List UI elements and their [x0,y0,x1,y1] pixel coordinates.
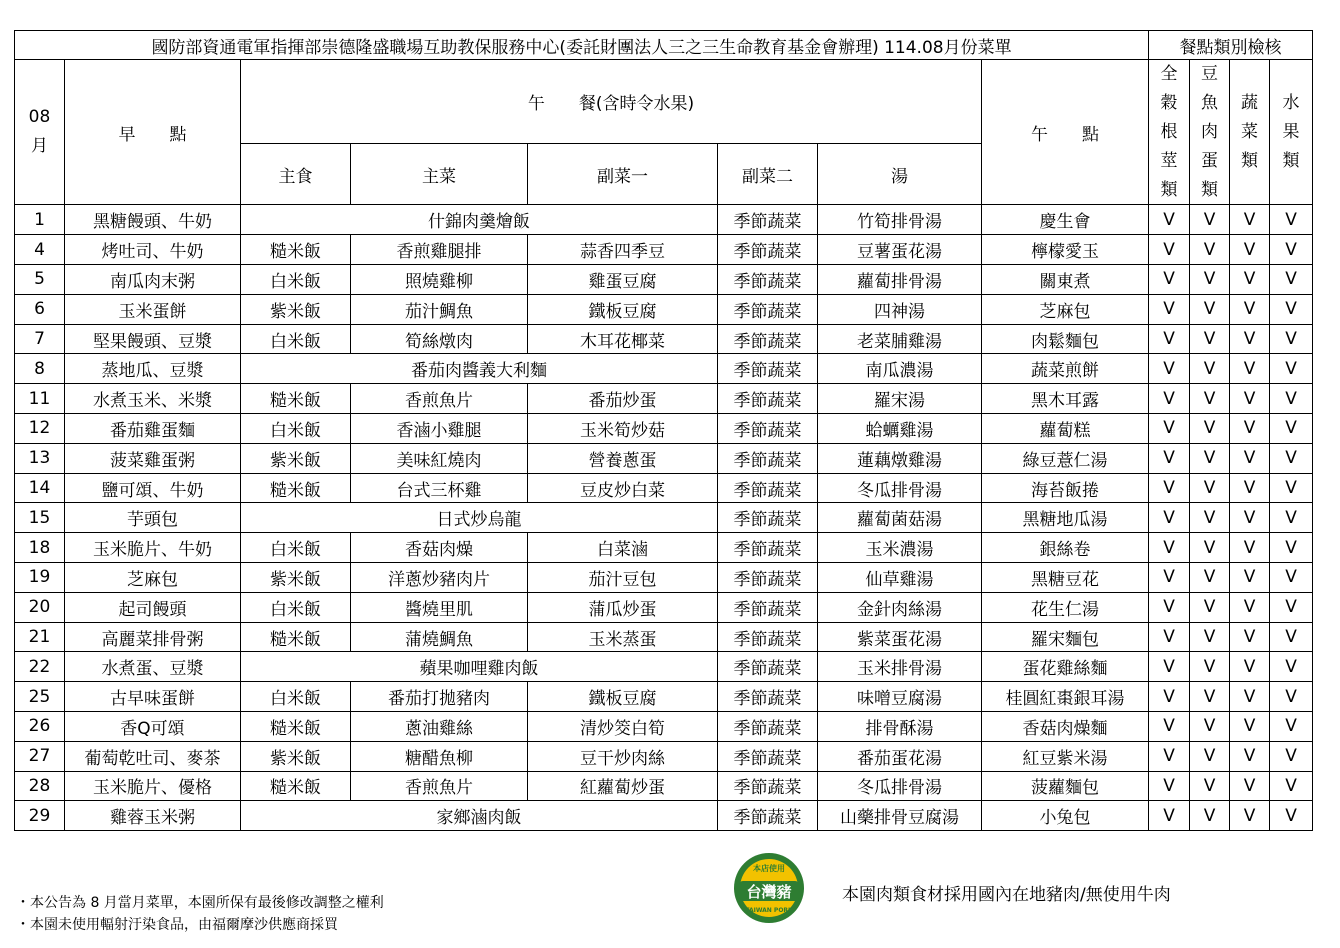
staple-cell: 糙米飯 [241,384,351,414]
day-cell: 22 [15,652,65,682]
soup-cell: 蓮藕燉雞湯 [818,443,982,473]
category-check-cell: V [1149,682,1190,712]
category-check-cell: V [1230,801,1270,831]
side-dish-2-cell: 季節蔬菜 [718,563,818,593]
breakfast-cell: 堅果饅頭、豆漿 [65,324,241,354]
menu-row [15,652,1313,682]
side-dish-1-cell: 蒜香四季豆 [528,235,718,265]
main-dish-cell: 番茄打拋豬肉 [351,682,528,712]
day-cell: 12 [15,414,65,444]
category-check-cell: V [1230,384,1270,414]
day-cell: 28 [15,771,65,801]
category-check-cell: V [1190,235,1230,265]
category-check-cell: V [1230,324,1270,354]
category-check-cell: V [1270,712,1313,742]
category-check-cell: V [1190,712,1230,742]
category-check-cell: V [1149,622,1190,652]
soup-cell: 冬瓜排骨湯 [818,473,982,503]
menu-row [15,443,1313,473]
category-check-cell: V [1230,503,1270,533]
category-check-cell: V [1149,533,1190,563]
category-check-cell: V [1190,354,1230,384]
breakfast-cell: 黑糖饅頭、牛奶 [65,205,241,235]
breakfast-cell: 高麗菜排骨粥 [65,622,241,652]
menu-row [15,235,1313,265]
category-check-cell: V [1230,473,1270,503]
menu-row [15,384,1313,414]
category-check-cell: V [1149,384,1190,414]
menu-row [15,592,1313,622]
category-check-cell: V [1190,563,1230,593]
category-check-cell: V [1149,741,1190,771]
side-dish-2-cell: 季節蔬菜 [718,652,818,682]
category-check-cell: V [1230,533,1270,563]
category-check-cell: V [1270,205,1313,235]
staple-cell: 紫米飯 [241,443,351,473]
category-check-cell: V [1190,324,1230,354]
snack-cell: 海苔飯捲 [982,473,1149,503]
side-dish-2-cell: 季節蔬菜 [718,384,818,414]
category-check-cell: V [1270,414,1313,444]
staple-cell: 糙米飯 [241,622,351,652]
side-dish-2-cell: 季節蔬菜 [718,294,818,324]
category-check-cell: V [1190,384,1230,414]
staple-header: 主食 [241,144,351,205]
category-check-cell: V [1270,652,1313,682]
soup-cell: 蘿蔔排骨湯 [818,265,982,295]
category-check-cell: V [1190,682,1230,712]
combined-lunch-cell: 家鄉滷肉飯 [241,801,718,831]
menu-row [15,533,1313,563]
snack-cell: 香菇肉燥麵 [982,712,1149,742]
category-check-cell: V [1230,622,1270,652]
category-check-cell: V [1190,741,1230,771]
category-check-cell: V [1190,265,1230,295]
day-cell: 13 [15,443,65,473]
main-dish-cell: 筍絲燉肉 [351,324,528,354]
side-dish-1-cell: 玉米筍炒菇 [528,414,718,444]
main-dish-cell: 香煎魚片 [351,771,528,801]
menu-row [15,563,1313,593]
snack-cell: 肉鬆麵包 [982,324,1149,354]
category-check-cell: V [1270,265,1313,295]
soup-cell: 山藥排骨豆腐湯 [818,801,982,831]
snack-cell: 芝麻包 [982,294,1149,324]
main-dish-cell: 香菇肉燥 [351,533,528,563]
breakfast-cell: 雞蓉玉米粥 [65,801,241,831]
menu-row [15,324,1313,354]
breakfast-cell: 芋頭包 [65,503,241,533]
category-check-cell: V [1270,592,1313,622]
footer-note-1: ・本公告為 8 月當月菜單，本園所保有最後修改調整之權利 [16,895,384,911]
side-dish-2-cell: 季節蔬菜 [718,682,818,712]
side-dish-2-cell: 季節蔬菜 [718,771,818,801]
soup-cell: 四神湯 [818,294,982,324]
category-check-cell: V [1149,473,1190,503]
day-cell: 4 [15,235,65,265]
breakfast-header: 早 點 [65,60,241,205]
category-check-cell: V [1149,712,1190,742]
snack-cell: 黑糖豆花 [982,563,1149,593]
staple-cell: 白米飯 [241,682,351,712]
category-check-cell: V [1270,622,1313,652]
main-dish-header: 主菜 [351,144,528,205]
side-dish-1-header: 副菜一 [528,144,718,205]
soup-cell: 仙草雞湯 [818,563,982,593]
side-dish-2-header: 副菜二 [718,144,818,205]
category-check-cell: V [1270,771,1313,801]
category-check-cell: V [1270,324,1313,354]
menu-row [15,622,1313,652]
snack-cell: 慶生會 [982,205,1149,235]
side-dish-1-cell: 玉米蒸蛋 [528,622,718,652]
breakfast-cell: 古早味蛋餅 [65,682,241,712]
side-dish-1-cell: 茄汁豆包 [528,563,718,593]
menu-row [15,414,1313,444]
category-check-cell: V [1230,652,1270,682]
breakfast-cell: 水煮玉米、米漿 [65,384,241,414]
day-cell: 11 [15,384,65,414]
combined-lunch-cell: 蘋果咖哩雞肉飯 [241,652,718,682]
snack-cell: 檸檬愛玉 [982,235,1149,265]
taiwan-pork-logo-icon [733,852,805,924]
menu-row [15,265,1313,295]
category-check-cell: V [1190,473,1230,503]
combined-lunch-cell: 番茄肉醬義大利麵 [241,354,718,384]
breakfast-cell: 香Q可頌 [65,712,241,742]
side-dish-2-cell: 季節蔬菜 [718,622,818,652]
main-dish-cell: 蒲燒鯛魚 [351,622,528,652]
logo-sub-text: TAIWAN PORK [745,907,793,914]
menu-row [15,503,1313,533]
breakfast-cell: 葡萄乾吐司、麥茶 [65,741,241,771]
side-dish-1-cell: 營養蔥蛋 [528,443,718,473]
category-check-cell: V [1149,265,1190,295]
staple-cell: 糙米飯 [241,712,351,742]
main-dish-cell: 醬燒里肌 [351,592,528,622]
category-check-cell: V [1149,443,1190,473]
category-check-cell: V [1230,294,1270,324]
menu-row [15,801,1313,831]
snack-cell: 羅宋麵包 [982,622,1149,652]
main-dish-cell: 香煎魚片 [351,384,528,414]
day-cell: 14 [15,473,65,503]
day-cell: 1 [15,205,65,235]
breakfast-cell: 玉米脆片、牛奶 [65,533,241,563]
main-dish-cell: 美味紅燒肉 [351,443,528,473]
soup-cell: 金針肉絲湯 [818,592,982,622]
category-check-cell: V [1190,205,1230,235]
main-dish-cell: 香煎雞腿排 [351,235,528,265]
category-check-cell: V [1270,503,1313,533]
category-check-cell: V [1230,414,1270,444]
category-check-cell: V [1230,682,1270,712]
staple-cell: 白米飯 [241,414,351,444]
side-dish-2-cell: 季節蔬菜 [718,712,818,742]
snack-cell: 菠蘿麵包 [982,771,1149,801]
day-cell: 5 [15,265,65,295]
snack-cell: 紅豆紫米湯 [982,741,1149,771]
breakfast-cell: 鹽可頌、牛奶 [65,473,241,503]
category-check-cell: V [1230,265,1270,295]
category-protein-header: 豆 魚 肉 蛋 類 [1190,60,1230,205]
day-cell: 25 [15,682,65,712]
category-check-cell: V [1149,592,1190,622]
menu-row [15,205,1313,235]
category-check-cell: V [1230,443,1270,473]
pork-note: 本園肉類食材採用國內在地豬肉/無使用牛肉 [842,885,1171,905]
day-cell: 15 [15,503,65,533]
side-dish-2-cell: 季節蔬菜 [718,354,818,384]
day-cell: 27 [15,741,65,771]
footer-note-2: ・本園未使用輻射汙染食品，由福爾摩沙供應商採買 [16,917,338,933]
category-check-cell: V [1190,801,1230,831]
category-check-cell: V [1149,235,1190,265]
category-check-cell: V [1149,563,1190,593]
breakfast-cell: 南瓜肉末粥 [65,265,241,295]
soup-cell: 紫菜蛋花湯 [818,622,982,652]
soup-cell: 玉米濃湯 [818,533,982,563]
breakfast-cell: 起司饅頭 [65,592,241,622]
staple-cell: 糙米飯 [241,235,351,265]
day-cell: 19 [15,563,65,593]
breakfast-cell: 玉米脆片、優格 [65,771,241,801]
side-dish-2-cell: 季節蔬菜 [718,801,818,831]
side-dish-1-cell: 紅蘿蔔炒蛋 [528,771,718,801]
category-check-cell: V [1270,235,1313,265]
category-check-cell: V [1230,563,1270,593]
category-check-cell: V [1230,354,1270,384]
side-dish-1-cell: 番茄炒蛋 [528,384,718,414]
breakfast-cell: 菠菜雞蛋粥 [65,443,241,473]
side-dish-1-cell: 木耳花椰菜 [528,324,718,354]
category-check-cell: V [1230,741,1270,771]
category-check-cell: V [1270,354,1313,384]
category-check-cell: V [1149,294,1190,324]
snack-cell: 小兔包 [982,801,1149,831]
main-dish-cell: 糖醋魚柳 [351,741,528,771]
staple-cell: 白米飯 [241,265,351,295]
breakfast-cell: 玉米蛋餅 [65,294,241,324]
category-check-cell: V [1190,652,1230,682]
menu-row [15,682,1313,712]
day-cell: 21 [15,622,65,652]
staple-cell: 糙米飯 [241,771,351,801]
category-check-cell: V [1190,592,1230,622]
soup-cell: 老菜脯雞湯 [818,324,982,354]
category-fruit-header: 水 果 類 [1270,60,1313,205]
menu-row [15,771,1313,801]
menu-row [15,712,1313,742]
side-dish-2-cell: 季節蔬菜 [718,592,818,622]
staple-cell: 糙米飯 [241,473,351,503]
main-dish-cell: 香滷小雞腿 [351,414,528,444]
combined-lunch-cell: 日式炒烏龍 [241,503,718,533]
side-dish-2-cell: 季節蔬菜 [718,265,818,295]
category-grain-header: 全 穀 根 莖 類 [1149,60,1190,205]
menu-title: 國防部資通電軍指揮部崇德隆盛職場互助教保服務中心(委託財團法人三之三生命教育基金會辦理) 114.08月份菜單 [15,31,1149,60]
category-check-cell: V [1190,294,1230,324]
soup-cell: 蛤蠣雞湯 [818,414,982,444]
combined-lunch-cell: 什錦肉羹燴飯 [241,205,718,235]
category-check-cell: V [1149,771,1190,801]
main-dish-cell: 茄汁鯛魚 [351,294,528,324]
logo-main-text: 台灣豬 [746,883,792,901]
category-check-cell: V [1270,443,1313,473]
category-check-cell: V [1149,354,1190,384]
snack-header: 午 點 [982,60,1149,205]
soup-header: 湯 [818,144,982,205]
soup-cell: 排骨酥湯 [818,712,982,742]
snack-cell: 綠豆薏仁湯 [982,443,1149,473]
side-dish-1-cell: 白菜滷 [528,533,718,563]
main-dish-cell: 台式三杯雞 [351,473,528,503]
menu-row [15,741,1313,771]
category-check-cell: V [1270,741,1313,771]
lunch-header: 午 餐(含時令水果) [241,60,982,144]
side-dish-2-cell: 季節蔬菜 [718,235,818,265]
soup-cell: 番茄蛋花湯 [818,741,982,771]
snack-cell: 蘿蔔糕 [982,414,1149,444]
snack-cell: 蔬菜煎餅 [982,354,1149,384]
staple-cell: 白米飯 [241,592,351,622]
breakfast-cell: 芝麻包 [65,563,241,593]
side-dish-1-cell: 豆干炒肉絲 [528,741,718,771]
category-check-cell: V [1190,533,1230,563]
snack-cell: 桂圓紅棗銀耳湯 [982,682,1149,712]
day-cell: 6 [15,294,65,324]
menu-row [15,294,1313,324]
side-dish-1-cell: 清炒筊白筍 [528,712,718,742]
side-dish-1-cell: 雞蛋豆腐 [528,265,718,295]
side-dish-2-cell: 季節蔬菜 [718,443,818,473]
category-check-cell: V [1149,205,1190,235]
check-header: 餐點類別檢核 [1149,31,1313,60]
side-dish-1-cell: 蒲瓜炒蛋 [528,592,718,622]
category-check-cell: V [1270,533,1313,563]
menu-row [15,473,1313,503]
staple-cell: 紫米飯 [241,294,351,324]
snack-cell: 銀絲卷 [982,533,1149,563]
category-check-cell: V [1190,414,1230,444]
snack-cell: 關東煮 [982,265,1149,295]
soup-cell: 玉米排骨湯 [818,652,982,682]
snack-cell: 黑木耳露 [982,384,1149,414]
day-cell: 26 [15,712,65,742]
side-dish-1-cell: 鐵板豆腐 [528,682,718,712]
month-header: 08 月 [15,60,65,205]
category-check-cell: V [1190,443,1230,473]
category-check-cell: V [1149,503,1190,533]
breakfast-cell: 烤吐司、牛奶 [65,235,241,265]
category-check-cell: V [1230,592,1270,622]
staple-cell: 紫米飯 [241,563,351,593]
side-dish-1-cell: 豆皮炒白菜 [528,473,718,503]
staple-cell: 紫米飯 [241,741,351,771]
snack-cell: 蛋花雞絲麵 [982,652,1149,682]
category-check-cell: V [1230,771,1270,801]
category-check-cell: V [1270,294,1313,324]
category-check-cell: V [1149,324,1190,354]
snack-cell: 黑糖地瓜湯 [982,503,1149,533]
category-check-cell: V [1190,503,1230,533]
logo-top-text: 本店使用 [753,864,785,873]
side-dish-2-cell: 季節蔬菜 [718,741,818,771]
menu-row [15,354,1313,384]
category-check-cell: V [1270,682,1313,712]
category-check-cell: V [1149,652,1190,682]
side-dish-2-cell: 季節蔬菜 [718,414,818,444]
category-check-cell: V [1190,622,1230,652]
breakfast-cell: 番茄雞蛋麵 [65,414,241,444]
day-cell: 8 [15,354,65,384]
soup-cell: 竹筍排骨湯 [818,205,982,235]
day-cell: 29 [15,801,65,831]
soup-cell: 豆薯蛋花湯 [818,235,982,265]
category-check-cell: V [1270,384,1313,414]
soup-cell: 味噌豆腐湯 [818,682,982,712]
category-check-cell: V [1190,771,1230,801]
day-cell: 18 [15,533,65,563]
category-vegetable-header: 蔬 菜 類 [1230,60,1270,205]
category-check-cell: V [1270,473,1313,503]
soup-cell: 冬瓜排骨湯 [818,771,982,801]
category-check-cell: V [1149,801,1190,831]
side-dish-2-cell: 季節蔬菜 [718,205,818,235]
day-cell: 7 [15,324,65,354]
soup-cell: 蘿蔔菌菇湯 [818,503,982,533]
side-dish-2-cell: 季節蔬菜 [718,533,818,563]
category-check-cell: V [1149,414,1190,444]
soup-cell: 羅宋湯 [818,384,982,414]
staple-cell: 白米飯 [241,324,351,354]
main-dish-cell: 蔥油雞絲 [351,712,528,742]
soup-cell: 南瓜濃湯 [818,354,982,384]
side-dish-2-cell: 季節蔬菜 [718,473,818,503]
breakfast-cell: 水煮蛋、豆漿 [65,652,241,682]
category-check-cell: V [1270,801,1313,831]
side-dish-2-cell: 季節蔬菜 [718,324,818,354]
breakfast-cell: 蒸地瓜、豆漿 [65,354,241,384]
category-check-cell: V [1230,235,1270,265]
staple-cell: 白米飯 [241,533,351,563]
category-check-cell: V [1230,205,1270,235]
category-check-cell: V [1270,563,1313,593]
main-dish-cell: 照燒雞柳 [351,265,528,295]
side-dish-2-cell: 季節蔬菜 [718,503,818,533]
snack-cell: 花生仁湯 [982,592,1149,622]
category-check-cell: V [1230,712,1270,742]
menu-table [14,30,1313,831]
day-cell: 20 [15,592,65,622]
main-dish-cell: 洋蔥炒豬肉片 [351,563,528,593]
side-dish-1-cell: 鐵板豆腐 [528,294,718,324]
